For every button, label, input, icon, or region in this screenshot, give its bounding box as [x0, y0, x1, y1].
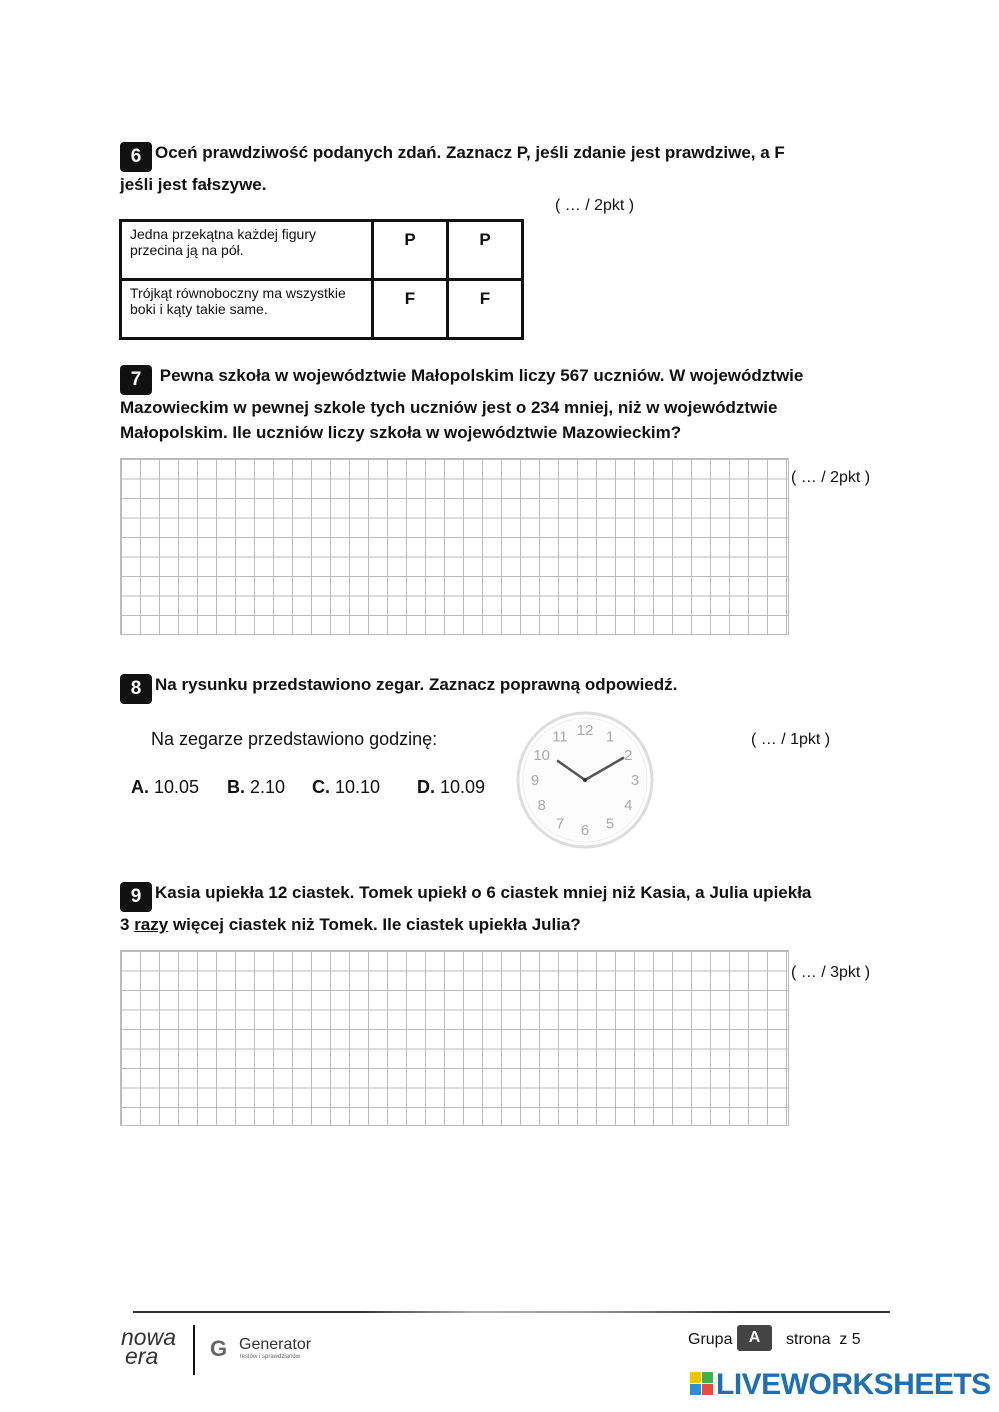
option-c[interactable]: C. 10.10 [312, 777, 381, 797]
q8-text: Na rysunku przedstawiono zegar. Zaznacz poprawną odpowiedź. [155, 675, 678, 694]
option-b[interactable]: B. 2.10 [227, 777, 286, 797]
clock-numeral: 1 [605, 728, 615, 746]
q7-heading [120, 363, 803, 445]
q8-heading [120, 672, 677, 704]
q7-points: ( … / 2pkt ) [791, 469, 871, 486]
statement: Trójkąt równoboczny ma wszystkie boki i kąty takie same. [121, 280, 373, 339]
generator-subtitle: testów i sprawdzianów [240, 1354, 301, 1360]
clock-numeral: 11 [552, 728, 568, 746]
table-row [121, 280, 523, 339]
q7-text-3: Małopolskim. Ile uczniów liczy szkoła w województwie Mazowieckim? [120, 423, 682, 442]
table-row [121, 221, 523, 280]
logo-divider [193, 1325, 195, 1375]
group-badge: A [737, 1325, 772, 1351]
q9-text: Kasia upiekła 12 ciastek. Tomek upiekł o 6 ciastek mniej niż Kasia, a Julia upiekła [155, 883, 812, 902]
option-f[interactable]: F [448, 280, 523, 339]
liveworksheets-logo: LIVEWORKSHEETS [716, 1368, 991, 1401]
q7-text: Pewna szkoła w województwie Małopolskim liczy 567 uczniów. W województwie [159, 366, 804, 385]
q6-text: Oceń prawdziwość podanych zdań. Zaznacz P, jeśli zdanie jest prawdziwe, a F [155, 143, 785, 162]
clock-numeral: 8 [537, 797, 546, 814]
q6-number: 6 [120, 142, 152, 172]
statement: Jedna przekątna każdej figury przecina ją na pół. [121, 221, 373, 280]
option-p[interactable]: P [448, 221, 523, 280]
option-d[interactable]: D. 10.09 [417, 777, 486, 797]
clock-numeral: 9 [530, 772, 540, 789]
clock-numeral: 12 [576, 722, 594, 739]
option-f[interactable]: F [373, 280, 448, 339]
group-label: Grupa [688, 1331, 733, 1348]
page-number: strona z 5 [786, 1331, 861, 1348]
clock-numeral: 2 [624, 747, 633, 764]
clock-numeral: 6 [580, 822, 590, 839]
q6-points: ( … / 2pkt ) [555, 197, 635, 214]
generator-logo: Generator [239, 1336, 312, 1353]
q7-answer-grid[interactable] [120, 458, 789, 635]
clock-numeral: 7 [555, 815, 565, 833]
q9-heading: 9 Kasia upiekła 12 ciastek. Tomek upiekł o 6 ciastek mniej niż Kasia, a Julia upiekła 3 razy więcej ciastek niż Tomek. Ile ciastek upiekła Julia? [120, 883, 812, 934]
clock-numeral: 4 [624, 797, 633, 814]
q9-points: ( … / 3pkt ) [791, 964, 871, 981]
option-a[interactable]: A. 10.05 [131, 777, 200, 797]
nowa-era-logo: nowa era [121, 1324, 176, 1369]
q6-table [119, 219, 524, 340]
q6-heading [120, 140, 785, 197]
clock-numeral: 10 [533, 747, 551, 764]
generator-icon: G [210, 1336, 228, 1361]
q9-number: 9 [120, 882, 152, 912]
option-p[interactable]: P [373, 221, 448, 280]
q7-text-2: Mazowieckim w pewnej szkole tych uczniów jest o 234 mniej, niż w województwie [120, 398, 778, 417]
clock-image [512, 705, 662, 855]
q8-number: 8 [120, 674, 152, 704]
liveworksheets-icon [690, 1372, 713, 1395]
q9-answer-grid[interactable] [120, 950, 789, 1126]
clock-numeral: 3 [630, 772, 640, 789]
q6-text-2: jeśli jest fałszywe. [120, 175, 267, 194]
footer-divider [133, 1311, 890, 1313]
clock-numeral: 5 [605, 815, 615, 833]
q8-prompt: Na zegarze przedstawiono godzinę: [151, 729, 438, 749]
q8-points: ( … / 1pkt ) [751, 731, 831, 748]
q7-number: 7 [120, 365, 152, 395]
